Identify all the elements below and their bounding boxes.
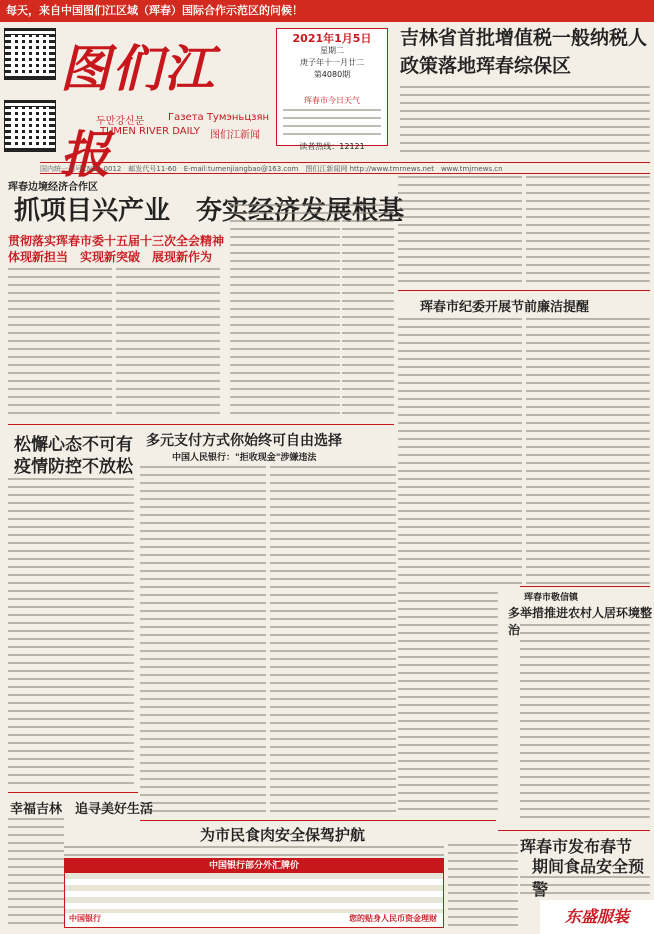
masthead-russian: Газета Тумэньцзян: [168, 112, 269, 123]
masthead-english: TUMEN RIVER DAILY: [100, 126, 200, 137]
article-meat-title: 为市民食肉安全保驾护航: [200, 826, 366, 844]
issue-weekday: 星期二: [320, 46, 344, 55]
article-payment-title: 多元支付方式你始终可自由选择: [146, 433, 342, 449]
info-bar: 国内统一刊号CN22-0012 邮发代号11-60 E-mail:tumenjiangbao@163.com 图们江新闻网 http://www.tmrnews.net www.tmjrnews.cn: [40, 162, 650, 174]
article-happiness-title: 幸福吉林 追寻美好生活: [10, 802, 154, 817]
weather-title: 珲春市今日天气: [304, 96, 360, 105]
qr-code-icon: [4, 28, 56, 80]
masthead-korean: 두만강신문: [96, 116, 145, 127]
lead-kicker: 珲春边境经济合作区: [8, 182, 98, 193]
lead-headline: 抓项目兴产业 夯实经济发展根基: [14, 196, 405, 226]
masthead-chinese-sub: 图们江新闻: [210, 130, 260, 141]
bank-rates-title: 中国银行部分外汇牌价: [65, 859, 443, 873]
headline-tax-policy: 吉林省首批增值税一般纳税人政策落地珲春综保区: [400, 27, 648, 77]
reader-hotline: 读者热线：12121: [299, 142, 365, 151]
article-village-title: 多举措推进农村人居环境整治: [508, 606, 653, 637]
bank-rates-table: [65, 873, 443, 913]
top-slogan-bar: [0, 0, 654, 22]
clothing-ad: 东盛服装: [540, 900, 654, 934]
article-discipline-title: 珲春市纪委开展节前廉洁提醒: [420, 300, 590, 315]
bank-rates-ad: [64, 858, 444, 928]
lead-subhead-1: 贯彻落实珲春市委十五届十三次全会精神: [8, 234, 225, 248]
issue-lunar: 庚子年十一月廿二: [300, 58, 364, 67]
article-payment-subtitle: 中国人民银行："拒收现金"涉嫌违法: [172, 453, 317, 463]
issue-date: 2021年1月5日: [292, 32, 372, 45]
bank-name: 中国银行: [69, 914, 101, 923]
slogan-text: 每天，来自中国图们江区域（珲春）国际合作示范区的问候！: [6, 4, 303, 17]
masthead-title: 图们江报: [60, 39, 216, 184]
article-village-kicker: 珲春市敬信镇: [524, 593, 579, 603]
article-food-title-2: 期间食品安全预警: [532, 857, 645, 899]
issue-number: 第4080期: [313, 70, 351, 79]
date-box: [276, 28, 388, 151]
qr-code-icon: [4, 100, 56, 152]
article-epidemic-title-2: 疫情防控不放松: [14, 457, 133, 477]
article-food-title-1: 珲春市发布春节: [520, 837, 633, 856]
bank-footer: 您的贴身人民币资金理财: [349, 914, 437, 923]
lead-subhead-2: 体现新担当 实现新突破 展现新作为: [8, 250, 213, 264]
article-epidemic-title-1: 松懈心态不可有: [14, 435, 133, 455]
